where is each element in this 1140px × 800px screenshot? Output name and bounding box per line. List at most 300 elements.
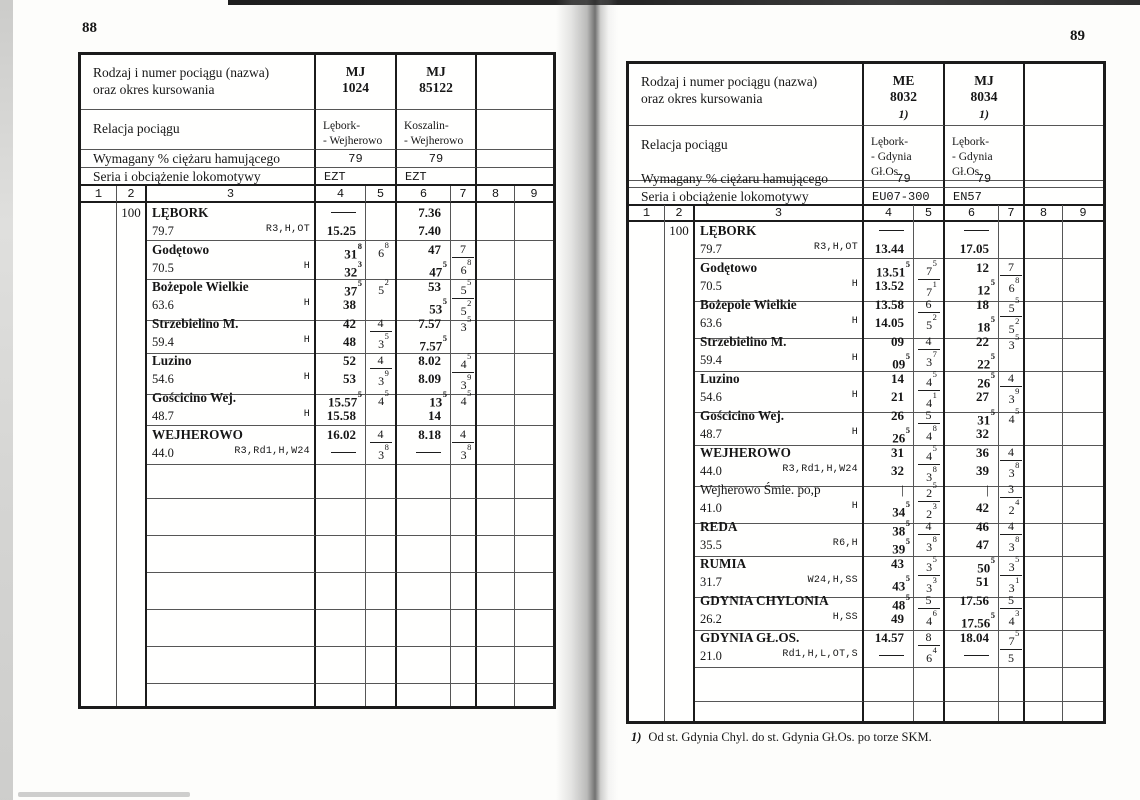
station-symbols: H: [851, 390, 858, 401]
time-value: $38^5$: [892, 517, 910, 539]
station-symbols: Rd1,H,L,OT,S: [782, 649, 858, 660]
station-symbols: H: [303, 261, 310, 272]
empty-cell: [515, 203, 553, 241]
column-number: 1: [629, 205, 665, 222]
runtime-cell: [451, 203, 477, 241]
time-value: 43: [891, 556, 904, 571]
header-label-line: Rodzaj i numer pociągu (nazwa): [641, 74, 818, 89]
station-detail: [700, 499, 858, 516]
empty-cell: [81, 536, 117, 573]
station-symbols: H: [851, 427, 858, 438]
series-value: EZT: [397, 168, 477, 186]
empty-cell: [695, 665, 864, 702]
empty-cell: [999, 665, 1025, 702]
time-value: 15.25: [326, 223, 356, 238]
empty-cell: [515, 240, 553, 280]
train-column-header: [316, 55, 397, 110]
runtime-value: 7: [452, 241, 474, 258]
station-name: LĘBORK: [152, 205, 209, 220]
timetable-right-page: [626, 61, 1106, 724]
brake-value: 79: [397, 150, 477, 168]
time-value: $31^5$: [977, 406, 995, 428]
empty-row: [81, 462, 553, 499]
time-value: 22: [976, 334, 989, 349]
station-detail: [700, 314, 858, 331]
relation-line: - Wejherowo: [323, 135, 383, 147]
train-relation: [316, 110, 397, 150]
empty-cell: [1025, 332, 1063, 372]
runtime-cell: [999, 332, 1025, 372]
runtime-value: $3^7$: [926, 348, 937, 369]
time-value: 12: [976, 260, 989, 275]
time-cell: [316, 425, 366, 465]
empty-cell: [515, 610, 553, 647]
runtime-value: $6^4$: [926, 644, 937, 665]
column-number: 7: [999, 205, 1025, 222]
station-symbols: H: [303, 372, 310, 383]
line-number-cell: [117, 240, 147, 280]
empty-cell: [1063, 702, 1103, 721]
line-number-cell: [665, 628, 695, 668]
station-symbols: H: [303, 335, 310, 346]
station-row: [81, 203, 553, 240]
km-value: 70.5: [152, 261, 174, 275]
time-value: $47^5$: [429, 258, 447, 280]
relation-line: Koszalin-: [404, 120, 449, 132]
empty-cell: [477, 240, 515, 280]
train-type: ME: [892, 73, 915, 88]
empty-cell: [147, 499, 316, 536]
header-label-line: oraz okres kursowania: [93, 82, 215, 97]
time-value: $32^3$: [344, 258, 362, 280]
empty-row: [81, 573, 553, 610]
empty-cell: [397, 462, 451, 499]
station-row: [629, 517, 1103, 557]
runtime-value: 4: [370, 426, 392, 443]
brake-value: [1025, 170, 1103, 188]
runtime-value: $3^5$: [378, 330, 389, 351]
time-value: 14.05: [874, 315, 904, 330]
empty-cell: [515, 462, 553, 499]
station-detail: [152, 333, 310, 350]
time-cell: [397, 203, 451, 241]
station-detail: [700, 240, 858, 257]
header-row-brake: [81, 150, 553, 168]
empty-cell: [316, 684, 366, 706]
empty-cell: [914, 665, 945, 702]
column-number: 3: [695, 205, 864, 222]
runtime-value: 5: [918, 592, 940, 609]
header-label-line: Rodzaj i numer pociągu (nazwa): [93, 65, 270, 80]
series-value: EN57: [945, 188, 1025, 206]
runtime-cell: [366, 388, 397, 426]
empty-cell: [366, 536, 397, 573]
empty-cell: [316, 573, 366, 610]
empty-cell: [1063, 591, 1103, 631]
time-cell: [397, 314, 451, 354]
time-value: $50^5$: [977, 554, 995, 576]
station-symbols: R6,H: [832, 538, 858, 549]
station-symbols: H: [303, 409, 310, 420]
line-number-cell: [665, 517, 695, 557]
station-row: [629, 257, 1103, 299]
station-symbols: H,SS: [832, 612, 858, 623]
km-value: 70.5: [700, 279, 722, 293]
empty-cell: [477, 573, 515, 610]
runtime-value: $3^8$: [926, 533, 937, 554]
empty-cell: [515, 499, 553, 536]
time-value: 42: [343, 316, 356, 331]
time-cell: [864, 221, 914, 259]
time-value: 51: [976, 574, 989, 589]
time-value: 46: [976, 519, 989, 534]
station-symbols: R3,Rd1,H,W24: [234, 446, 310, 457]
runtime-value: 4: [370, 315, 392, 332]
footnote-marker: 1): [631, 730, 642, 744]
empty-cell: [147, 573, 316, 610]
station-detail: [700, 462, 858, 479]
km-value: 35.5: [700, 538, 722, 552]
empty-cell: [477, 388, 515, 426]
empty-cell: [1025, 628, 1063, 668]
station-name: Godętowo: [152, 242, 210, 257]
time-value: 14: [428, 408, 441, 423]
runtime-value: $5^2$: [378, 276, 389, 297]
line-number-cell: [665, 591, 695, 631]
station-detail: [152, 370, 310, 387]
empty-cell: [477, 647, 515, 684]
empty-cell: [1063, 628, 1103, 668]
station-row: [629, 442, 1103, 484]
runtime-cell: [451, 314, 477, 354]
empty-cell: [515, 425, 553, 465]
empty-cell: [515, 684, 553, 706]
station-cell: [695, 406, 864, 446]
empty-cell: [864, 702, 914, 721]
empty-cell: [81, 203, 117, 241]
empty-cell: [147, 647, 316, 684]
time-value: $13^5$: [429, 388, 447, 410]
runtime-value: $4^5$: [378, 387, 389, 408]
runtime-value: $4^8$: [926, 422, 937, 443]
train-footnote-marker: 1): [979, 107, 989, 121]
time-value: $26^5$: [892, 424, 910, 446]
runtime-value: 8: [918, 629, 940, 646]
empty-cell: [477, 684, 515, 706]
runtime-value: $3^5$: [1000, 555, 1022, 576]
empty-cell: [451, 610, 477, 647]
runtime-cell: [999, 517, 1025, 557]
empty-cell: [366, 499, 397, 536]
train-column-header: [864, 64, 945, 126]
runtime-value: $5^5$: [1000, 296, 1022, 317]
station-cell: [695, 591, 864, 631]
time-value: 7.57$^5$: [419, 332, 447, 354]
time-value: 52: [343, 353, 356, 368]
empty-cell: [451, 684, 477, 706]
station-name: WEJHEROWO: [700, 445, 791, 460]
scan-left-edge-shadow: [0, 0, 13, 800]
runtime-value: 5: [1008, 651, 1014, 665]
time-cell: [316, 388, 366, 426]
footnote-text: Od st. Gdynia Chyl. do st. Gdynia Gł.Os. po torze SKM.: [648, 730, 932, 744]
time-value: 15.57$^5$: [328, 388, 362, 410]
header-label-line: oraz okres kursowania: [641, 91, 763, 106]
runtime-value: $4^1$: [926, 389, 937, 410]
runtime-value: $4^5$: [452, 352, 474, 373]
train-header-label: [81, 55, 316, 110]
page-number-right: 89: [1070, 28, 1085, 44]
time-value: 14.57: [874, 630, 904, 645]
runtime-value: $4^5$: [1008, 405, 1020, 426]
train-number: 1024: [342, 80, 369, 95]
empty-cell: [1025, 702, 1063, 721]
runtime-value: $2^3$: [926, 500, 937, 521]
time-value: $09^5$: [892, 350, 910, 372]
station-detail: [700, 425, 858, 442]
station-detail: [700, 351, 858, 368]
brake-value: 79: [316, 150, 397, 168]
runtime-cell: [914, 221, 945, 259]
empty-cell: [629, 332, 665, 372]
time-value: |: [901, 482, 904, 497]
time-value: 14: [891, 371, 904, 386]
empty-cell: [629, 406, 665, 446]
time-value: [316, 444, 356, 462]
km-value: 44.0: [700, 464, 722, 478]
column-number: 4: [864, 205, 914, 222]
station-name: Gościcino Wej.: [700, 408, 785, 423]
station-row: [629, 294, 1103, 336]
empty-cell: [515, 536, 553, 573]
empty-cell: [397, 573, 451, 610]
station-name: Luzino: [152, 353, 192, 368]
runtime-cell: [999, 221, 1025, 259]
empty-cell: [81, 462, 117, 499]
line-number-cell: [117, 388, 147, 426]
runtime-value: 4: [918, 518, 940, 535]
time-value: 21: [891, 389, 904, 404]
empty-cell: [1025, 591, 1063, 631]
station-name: Bożepole Wielkie: [152, 279, 249, 294]
column-number: 2: [665, 205, 695, 222]
runtime-value: $4^5$: [460, 387, 472, 408]
runtime-value: 4: [1000, 370, 1022, 387]
km-value: 48.7: [152, 409, 174, 423]
km-value: 59.4: [700, 353, 722, 367]
column-number: 5: [914, 205, 945, 222]
line-number-cell: [117, 425, 147, 465]
runtime-cell: [914, 332, 945, 372]
relation-line: Lębork-: [323, 120, 361, 132]
runtime-value: $6^8$: [378, 239, 389, 260]
empty-cell: [1025, 221, 1063, 259]
time-value: $18^5$: [977, 313, 995, 335]
runtime-cell: [451, 388, 477, 426]
time-value: $31^8$: [344, 240, 362, 262]
column-number: 8: [477, 186, 515, 203]
runtime-value: $3^8$: [1008, 533, 1020, 554]
empty-cell: [316, 499, 366, 536]
station-row: [81, 239, 553, 280]
station-symbols: H: [851, 279, 858, 290]
station-cell: [147, 240, 316, 280]
empty-cell: [147, 684, 316, 706]
time-value: 39: [976, 463, 989, 478]
empty-cell: [366, 573, 397, 610]
km-value: 21.0: [700, 649, 722, 663]
time-value: 17.56: [959, 593, 989, 608]
station-name: Wejherowo Śmie. po,p: [700, 482, 821, 497]
runtime-value: $7^5$: [918, 259, 940, 280]
empty-cell: [451, 536, 477, 573]
series-label: Seria i obciążenie lokomotywy: [629, 188, 864, 206]
time-cell: [864, 628, 914, 668]
empty-cell: [1025, 406, 1063, 446]
empty-cell: [81, 314, 117, 354]
empty-cell: [477, 425, 515, 465]
time-cell: [864, 591, 914, 631]
empty-cell: [629, 702, 665, 721]
time-value: 53: [343, 371, 356, 386]
station-row: [629, 221, 1103, 258]
runtime-value: 7: [1000, 259, 1022, 276]
brake-value: [477, 150, 553, 168]
column-number: 6: [945, 205, 999, 222]
empty-cell: [945, 665, 999, 702]
line-number-cell: 100: [665, 221, 695, 259]
runtime-cell: [914, 591, 945, 631]
header-row-column-numbers: [81, 186, 553, 203]
empty-cell: [81, 684, 117, 706]
empty-cell: [515, 388, 553, 426]
empty-cell: [1063, 406, 1103, 446]
time-value: 26: [891, 408, 904, 423]
runtime-value: $4^5$: [918, 370, 940, 391]
runtime-value: $3^5$: [918, 555, 940, 576]
empty-cell: [515, 647, 553, 684]
scan-top-edge-shadow: [228, 0, 1140, 5]
train-column-header: [477, 55, 553, 110]
time-value: 16.02: [326, 427, 356, 442]
time-value: 8.02: [418, 353, 441, 368]
relation-label: Relacja pociągu: [629, 126, 864, 181]
runtime-cell: [366, 203, 397, 241]
train-footnote-marker: 1): [898, 107, 909, 121]
empty-cell: [477, 462, 515, 499]
empty-cell: [366, 647, 397, 684]
time-cell: [945, 517, 999, 557]
km-value: 44.0: [152, 446, 174, 460]
runtime-value: 3: [1000, 481, 1022, 498]
empty-row: [81, 684, 553, 706]
time-value: 13.44: [874, 241, 904, 256]
empty-cell: [515, 573, 553, 610]
empty-row: [629, 702, 1103, 721]
empty-cell: [397, 536, 451, 573]
header-row-train: [81, 55, 553, 110]
empty-cell: [117, 499, 147, 536]
station-cell: [147, 203, 316, 241]
station-cell: [695, 628, 864, 668]
empty-cell: [366, 462, 397, 499]
empty-cell: [1025, 517, 1063, 557]
station-detail: [700, 573, 858, 590]
station-symbols: H: [303, 298, 310, 309]
empty-cell: [477, 314, 515, 354]
time-value: $22^5$: [977, 350, 995, 372]
train-number: 8032: [890, 89, 917, 104]
empty-cell: [366, 684, 397, 706]
runtime-value: 4: [452, 426, 474, 443]
runtime-value: $7^1$: [926, 278, 937, 299]
train-column-header: [945, 64, 1025, 126]
runtime-value: 4: [918, 333, 940, 350]
runtime-value: $3^9$: [1008, 385, 1020, 406]
time-value: [864, 222, 904, 240]
station-name: Gościcino Wej.: [152, 390, 237, 405]
time-value: [316, 204, 356, 222]
relation-line: - Wejherowo: [404, 135, 464, 147]
runtime-value: 4: [370, 352, 392, 369]
runtime-value: $3^8$: [926, 463, 937, 484]
station-row: [629, 553, 1103, 595]
empty-cell: [451, 647, 477, 684]
runtime-cell: [914, 517, 945, 557]
empty-cell: [695, 702, 864, 721]
station-symbols: H: [851, 316, 858, 327]
time-cell: [397, 388, 451, 426]
time-cell: [945, 591, 999, 631]
time-value: 7.36: [418, 205, 441, 220]
empty-cell: [397, 499, 451, 536]
series-value: [1025, 188, 1103, 206]
empty-cell: [81, 573, 117, 610]
empty-cell: [397, 684, 451, 706]
time-cell: [397, 240, 451, 280]
station-row: [81, 425, 553, 462]
line-number-cell: [117, 314, 147, 354]
station-detail: [152, 407, 310, 424]
column-number: 2: [117, 186, 147, 203]
time-cell: [397, 425, 451, 465]
train-relation: [397, 110, 477, 150]
empty-cell: [629, 221, 665, 259]
time-value: 32: [976, 426, 989, 441]
empty-cell: [81, 388, 117, 426]
series-value: [477, 168, 553, 186]
station-name: RUMIA: [700, 556, 747, 571]
station-name: Bożepole Wielkie: [700, 297, 797, 312]
runtime-value: $3^8$: [378, 441, 389, 462]
time-value: 53: [428, 279, 441, 294]
empty-cell: [515, 314, 553, 354]
runtime-value: $6^8$: [1008, 274, 1020, 295]
station-name: Strzebielino M.: [152, 316, 239, 331]
header-row-train: [629, 64, 1103, 126]
runtime-cell: [914, 628, 945, 668]
empty-cell: [117, 536, 147, 573]
station-detail: [700, 610, 858, 627]
station-name: LĘBORK: [700, 223, 757, 238]
time-value: 18.04: [959, 630, 989, 645]
station-symbols: W24,H,SS: [807, 575, 858, 586]
empty-cell: [477, 499, 515, 536]
km-value: 54.6: [152, 372, 174, 386]
empty-cell: [81, 425, 117, 465]
runtime-value: $2^5$: [918, 481, 940, 502]
runtime-value: $7^5$: [1000, 629, 1022, 650]
